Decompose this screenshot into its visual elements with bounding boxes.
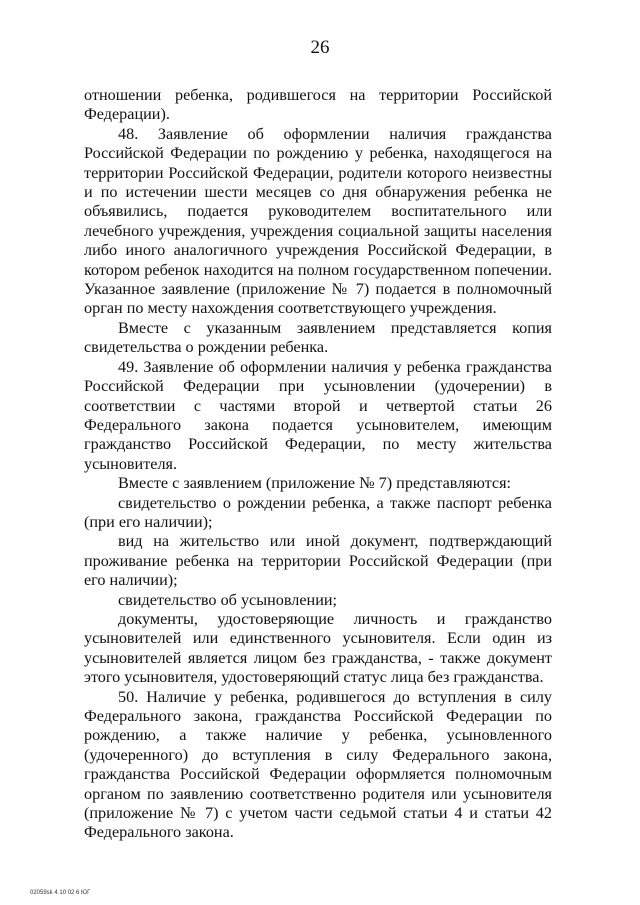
paragraph-continuation: отношении ребенка, родившегося на территории Российской Федерации). bbox=[84, 86, 552, 124]
paragraph-48: 48. Заявление об оформлении наличия гражданства Российской Федерации по рождению у ребенка, находящегося на территории Российской Федерации, родители которого неизвестны и по истечении шести месяцев со дня обнаружения ребенка не объявились, подается руководителем воспитательного или лечебного учреждения, учреждения социальной защиты населения либо иного аналогичного учреждения Российской Федерации, в котором ребенок находится на полном государственном попечении. Указанное заявление (приложение № 7) подается в полномочный орган по месту нахождения соответствующего учреждения. bbox=[84, 124, 552, 318]
document-body bbox=[84, 86, 552, 843]
paragraph-48-attachment: Вместе с указанным заявлением представляется копия свидетельства о рождении ребенка. bbox=[84, 318, 552, 357]
paragraph-49-list-intro: Вместе с заявлением (приложение № 7) представляются: bbox=[118, 474, 512, 493]
paragraph-50: 50. Наличие у ребенка, родившегося до вступления в силу Федерального закона, гражданства Российской Федерации по рождению, а также наличие у ребенка, усыновленного (удочеренного) до вступления в силу Федерального закона, гражданства Российской Федерации оформляется полномочным органом по заявлению соответственно родителя или усыновителя (приложение № 7) с учетом части седьмой статьи 4 и статьи 42 Федерального закона. bbox=[84, 687, 552, 842]
footer-print-code: 02059sk 4 10 02 6 ЮГ bbox=[30, 890, 91, 896]
list-item-birth-certificate: свидетельство о рождении ребенка, а также паспорт ребенка (при его наличии); bbox=[84, 493, 552, 531]
paragraph-49: 49. Заявление об оформлении наличия у ребенка гражданства Российской Федерации при усыновлении (удочерении) в соответствии с частями второй и четвертой статьи 26 Федерального закона подается усыновителем, имеющим гражданство Российской Федерации, по месту жительства усыновителя. bbox=[84, 357, 552, 473]
page-number: 26 bbox=[310, 37, 330, 58]
list-item-identity-documents: документы, удостоверяющие личность и гражданство усыновителей или единственного усыновителя. Если один из усыновителей является лицом без гражданства, - также документ этого усыновителя, удостоверяющий статус лица без гражданства. bbox=[84, 609, 552, 687]
list-item-residence-permit: вид на жительство или иной документ, подтверждающий проживание ребенка на территории Российской Федерации (при его наличии); bbox=[84, 532, 552, 590]
list-item-adoption-certificate: свидетельство об усыновлении; bbox=[118, 590, 338, 609]
